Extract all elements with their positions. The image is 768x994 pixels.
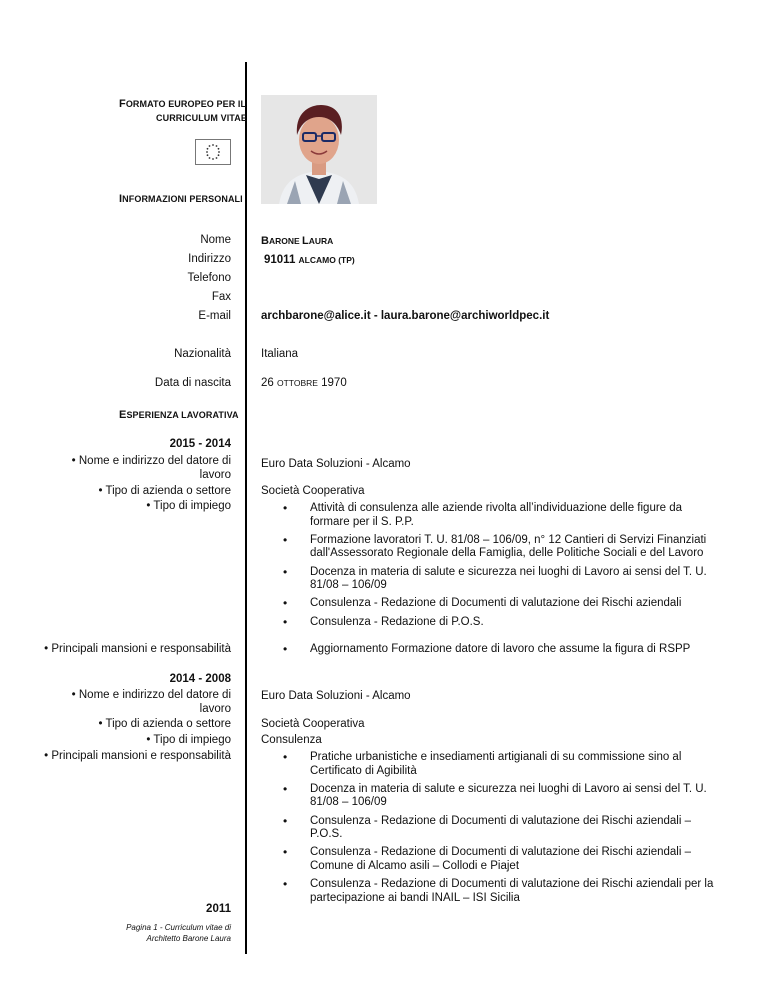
indirizzo-value: 91011 ALCAMO (TP) [264,254,355,266]
job2-period: 2014 - 2008 [169,673,231,685]
job3-period: 2011 [206,903,231,915]
list-item: • Consulenza - Redazione di Documenti di valutazione dei Rischi aziendali – P.O.S. [262,815,724,842]
list-item: • Consulenza - Redazione di Documenti di valutazione dei Rischi aziendali per la partecipazione ai bandi INAIL – ISI Sicilia [262,878,724,905]
informazioni-personali-heading: INFORMAZIONI PERSONALI [119,193,243,205]
job1-datore-label: • Nome e indirizzo del datore di lavoro [71,455,231,481]
job2-settore-value: Società Cooperativa [261,718,365,730]
job2-settore-label: • Tipo di azienda o settore [98,718,231,730]
job2-datore-label: • Nome e indirizzo del datore di lavoro [71,689,231,715]
job2-activities-list [262,751,724,910]
footer-line-2: Architetto Barone Laura [146,934,231,943]
job2-mansioni-label: • Principali mansioni e responsabilità [44,750,231,762]
job1-activities-list [262,502,724,634]
job2-impiego-label: • Tipo di impiego [146,734,231,746]
profile-photo [261,95,377,204]
data-nascita-label: Data di nascita [154,377,231,389]
eu-flag-icon [195,139,231,165]
list-item: • Consulenza - Redazione di P.O.S. [262,616,724,630]
nazionalita-label: Nazionalità [174,348,231,360]
page-footer [126,922,231,944]
indirizzo-label: Indirizzo [188,253,231,265]
list-item: • Formazione lavoratori T. U. 81/08 – 106/09, n° 12 Cantieri di Servizi Finanziati dall'Assessorato Regionale della Famiglia, delle Politiche Sociali e del Lavoro [262,534,724,561]
nazionalita-value: Italiana [261,348,299,360]
job1-period: 2015 - 2014 [169,438,231,450]
fax-label: Fax [211,291,231,303]
job1-settore-value: Società Cooperativa [261,485,365,497]
job2-impiego-value: Consulenza [261,734,322,746]
list-item: • Pratiche urbanistiche e insediamenti artigianali di su commissione sino al Certificato di Agibilità [262,751,724,778]
list-item: • Attività di consulenza alle aziende rivolta all’individuazione delle figure da formare per il S. P.P. [262,502,724,529]
list-item: • Docenza in materia di salute e sicurezza nei luoghi di Lavoro ai sensi del T. U. 81/08 – 106/09 [262,566,724,593]
job2-datore-value: Euro Data Soluzioni - Alcamo [261,690,411,702]
email-value[interactable]: archbarone@alice.it - laura.barone@archiworldpec.it [261,310,550,322]
list-item: • Consulenza - Redazione di Documenti di valutazione dei Rischi aziendali [262,597,724,611]
list-item: • Docenza in materia di salute e sicurezza nei luoghi di Lavoro ai sensi del T. U. 81/08 – 106/09 [262,783,724,810]
email-label: E-mail [198,310,231,322]
nome-label: Nome [200,234,231,246]
list-item: • Aggiornamento Formazione datore di lavoro che assume la figura di RSPP [262,643,724,657]
curriculum-vitae-subtitle: CURRICULUM VITAE [156,113,247,123]
column-divider [245,62,247,954]
job1-mansioni-label: • Principali mansioni e responsabilità [44,643,231,655]
footer-line-1: Pagina 1 - Curriculum vitae di [126,923,231,932]
job1-settore-label: • Tipo di azienda o settore [98,485,231,497]
job1-impiego-label: • Tipo di impiego [146,500,231,512]
data-nascita-value: 26 OTTOBRE 1970 [261,377,347,389]
nome-value: BARONE LAURA [261,235,334,247]
esperienza-lavorativa-heading: ESPERIENZA LAVORATIVA [119,409,239,421]
job1-mansioni-list [262,643,724,661]
list-item: • Consulenza - Redazione di Documenti di valutazione dei Rischi aziendali – Comune di Alcamo asili – Collodi e Piajet [262,846,724,873]
telefono-label: Telefono [187,272,231,284]
job1-datore-value: Euro Data Soluzioni - Alcamo [261,458,411,470]
formato-europeo-title: FORMATO EUROPEO PER IL [119,98,247,110]
